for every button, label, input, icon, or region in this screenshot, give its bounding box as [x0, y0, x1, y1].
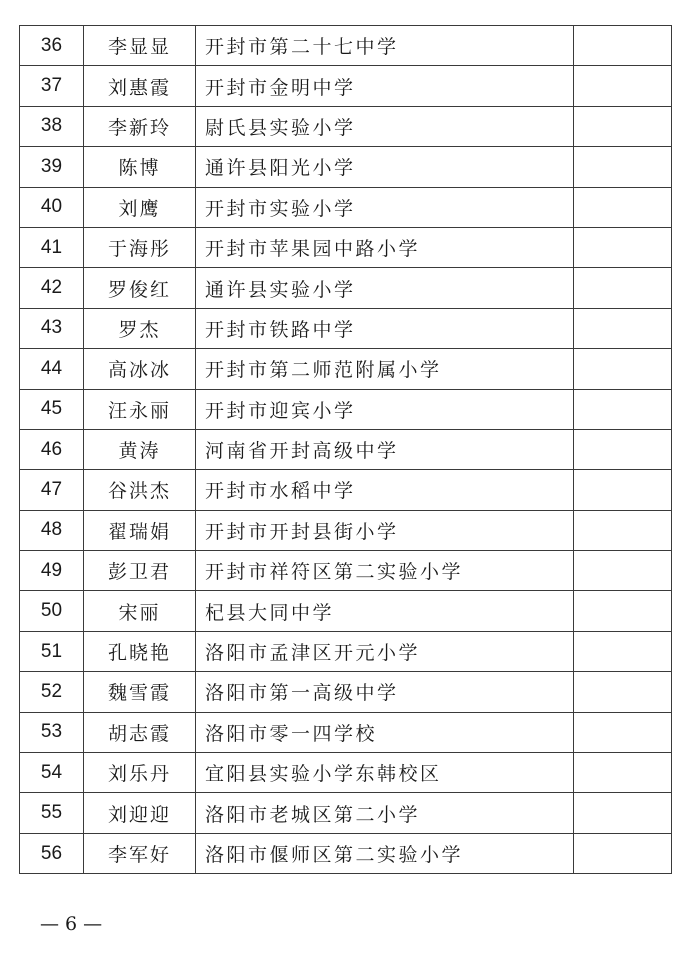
remarks-cell	[574, 429, 672, 469]
row-number-cell: 39	[20, 147, 84, 187]
table-row	[20, 66, 672, 106]
remarks-cell	[574, 66, 672, 106]
row-number-cell: 46	[20, 429, 84, 469]
teacher-name-cell: 罗俊红	[84, 268, 196, 308]
roster-table-body	[20, 26, 672, 874]
remarks-cell	[574, 26, 672, 66]
teacher-name-cell: 翟瑞娟	[84, 510, 196, 550]
teacher-name-cell: 刘乐丹	[84, 753, 196, 793]
remarks-cell	[574, 147, 672, 187]
table-row	[20, 510, 672, 550]
school-name-cell: 通许县阳光小学	[196, 147, 574, 187]
remarks-cell	[574, 833, 672, 873]
remarks-cell	[574, 268, 672, 308]
row-number-cell: 54	[20, 753, 84, 793]
school-name-cell: 杞县大同中学	[196, 591, 574, 631]
school-name-cell: 开封市苹果园中路小学	[196, 227, 574, 267]
teacher-name-cell: 谷洪杰	[84, 470, 196, 510]
remarks-cell	[574, 753, 672, 793]
table-row	[20, 712, 672, 752]
remarks-cell	[574, 712, 672, 752]
teacher-name-cell: 汪永丽	[84, 389, 196, 429]
row-number-cell: 37	[20, 66, 84, 106]
school-name-cell: 开封市第二师范附属小学	[196, 349, 574, 389]
teacher-name-cell: 刘鹰	[84, 187, 196, 227]
row-number-cell: 40	[20, 187, 84, 227]
teacher-name-cell: 李军好	[84, 833, 196, 873]
remarks-cell	[574, 389, 672, 429]
remarks-cell	[574, 793, 672, 833]
roster-table	[19, 25, 672, 874]
page-number: — 6 —	[40, 913, 103, 935]
school-name-cell: 洛阳市孟津区开元小学	[196, 631, 574, 671]
row-number-cell: 47	[20, 470, 84, 510]
teacher-name-cell: 胡志霞	[84, 712, 196, 752]
table-row	[20, 470, 672, 510]
row-number-cell: 50	[20, 591, 84, 631]
remarks-cell	[574, 349, 672, 389]
table-row	[20, 26, 672, 66]
row-number-cell: 49	[20, 551, 84, 591]
teacher-name-cell: 黄涛	[84, 429, 196, 469]
teacher-name-cell: 陈博	[84, 147, 196, 187]
table-row	[20, 106, 672, 146]
row-number-cell: 41	[20, 227, 84, 267]
table-row	[20, 672, 672, 712]
row-number-cell: 53	[20, 712, 84, 752]
table-row	[20, 187, 672, 227]
row-number-cell: 42	[20, 268, 84, 308]
row-number-cell: 38	[20, 106, 84, 146]
teacher-name-cell: 刘惠霞	[84, 66, 196, 106]
row-number-cell: 52	[20, 672, 84, 712]
row-number-cell: 36	[20, 26, 84, 66]
remarks-cell	[574, 106, 672, 146]
school-name-cell: 通许县实验小学	[196, 268, 574, 308]
remarks-cell	[574, 227, 672, 267]
remarks-cell	[574, 510, 672, 550]
row-number-cell: 55	[20, 793, 84, 833]
table-row	[20, 753, 672, 793]
teacher-name-cell: 李新玲	[84, 106, 196, 146]
table-row	[20, 389, 672, 429]
teacher-name-cell: 宋丽	[84, 591, 196, 631]
teacher-name-cell: 高冰冰	[84, 349, 196, 389]
row-number-cell: 51	[20, 631, 84, 671]
school-name-cell: 河南省开封高级中学	[196, 429, 574, 469]
school-name-cell: 开封市迎宾小学	[196, 389, 574, 429]
school-name-cell: 开封市金明中学	[196, 66, 574, 106]
table-row	[20, 147, 672, 187]
table-row	[20, 227, 672, 267]
school-name-cell: 开封市祥符区第二实验小学	[196, 551, 574, 591]
school-name-cell: 开封市铁路中学	[196, 308, 574, 348]
remarks-cell	[574, 470, 672, 510]
teacher-name-cell: 刘迎迎	[84, 793, 196, 833]
remarks-cell	[574, 672, 672, 712]
remarks-cell	[574, 308, 672, 348]
row-number-cell: 56	[20, 833, 84, 873]
row-number-cell: 43	[20, 308, 84, 348]
remarks-cell	[574, 551, 672, 591]
table-row	[20, 551, 672, 591]
table-row	[20, 833, 672, 873]
remarks-cell	[574, 591, 672, 631]
school-name-cell: 开封市第二十七中学	[196, 26, 574, 66]
school-name-cell: 洛阳市偃师区第二实验小学	[196, 833, 574, 873]
table-row	[20, 429, 672, 469]
teacher-name-cell: 罗杰	[84, 308, 196, 348]
school-name-cell: 开封市实验小学	[196, 187, 574, 227]
row-number-cell: 45	[20, 389, 84, 429]
remarks-cell	[574, 187, 672, 227]
table-row	[20, 591, 672, 631]
school-name-cell: 洛阳市老城区第二小学	[196, 793, 574, 833]
table-row	[20, 268, 672, 308]
teacher-name-cell: 李显显	[84, 26, 196, 66]
school-name-cell: 洛阳市零一四学校	[196, 712, 574, 752]
teacher-name-cell: 孔晓艳	[84, 631, 196, 671]
row-number-cell: 48	[20, 510, 84, 550]
table-row	[20, 308, 672, 348]
school-name-cell: 洛阳市第一高级中学	[196, 672, 574, 712]
school-name-cell: 开封市水稻中学	[196, 470, 574, 510]
table-row	[20, 349, 672, 389]
teacher-name-cell: 于海彤	[84, 227, 196, 267]
school-name-cell: 开封市开封县街小学	[196, 510, 574, 550]
remarks-cell	[574, 631, 672, 671]
school-name-cell: 尉氏县实验小学	[196, 106, 574, 146]
row-number-cell: 44	[20, 349, 84, 389]
table-row	[20, 631, 672, 671]
teacher-name-cell: 魏雪霞	[84, 672, 196, 712]
teacher-name-cell: 彭卫君	[84, 551, 196, 591]
table-row	[20, 793, 672, 833]
school-name-cell: 宜阳县实验小学东韩校区	[196, 753, 574, 793]
